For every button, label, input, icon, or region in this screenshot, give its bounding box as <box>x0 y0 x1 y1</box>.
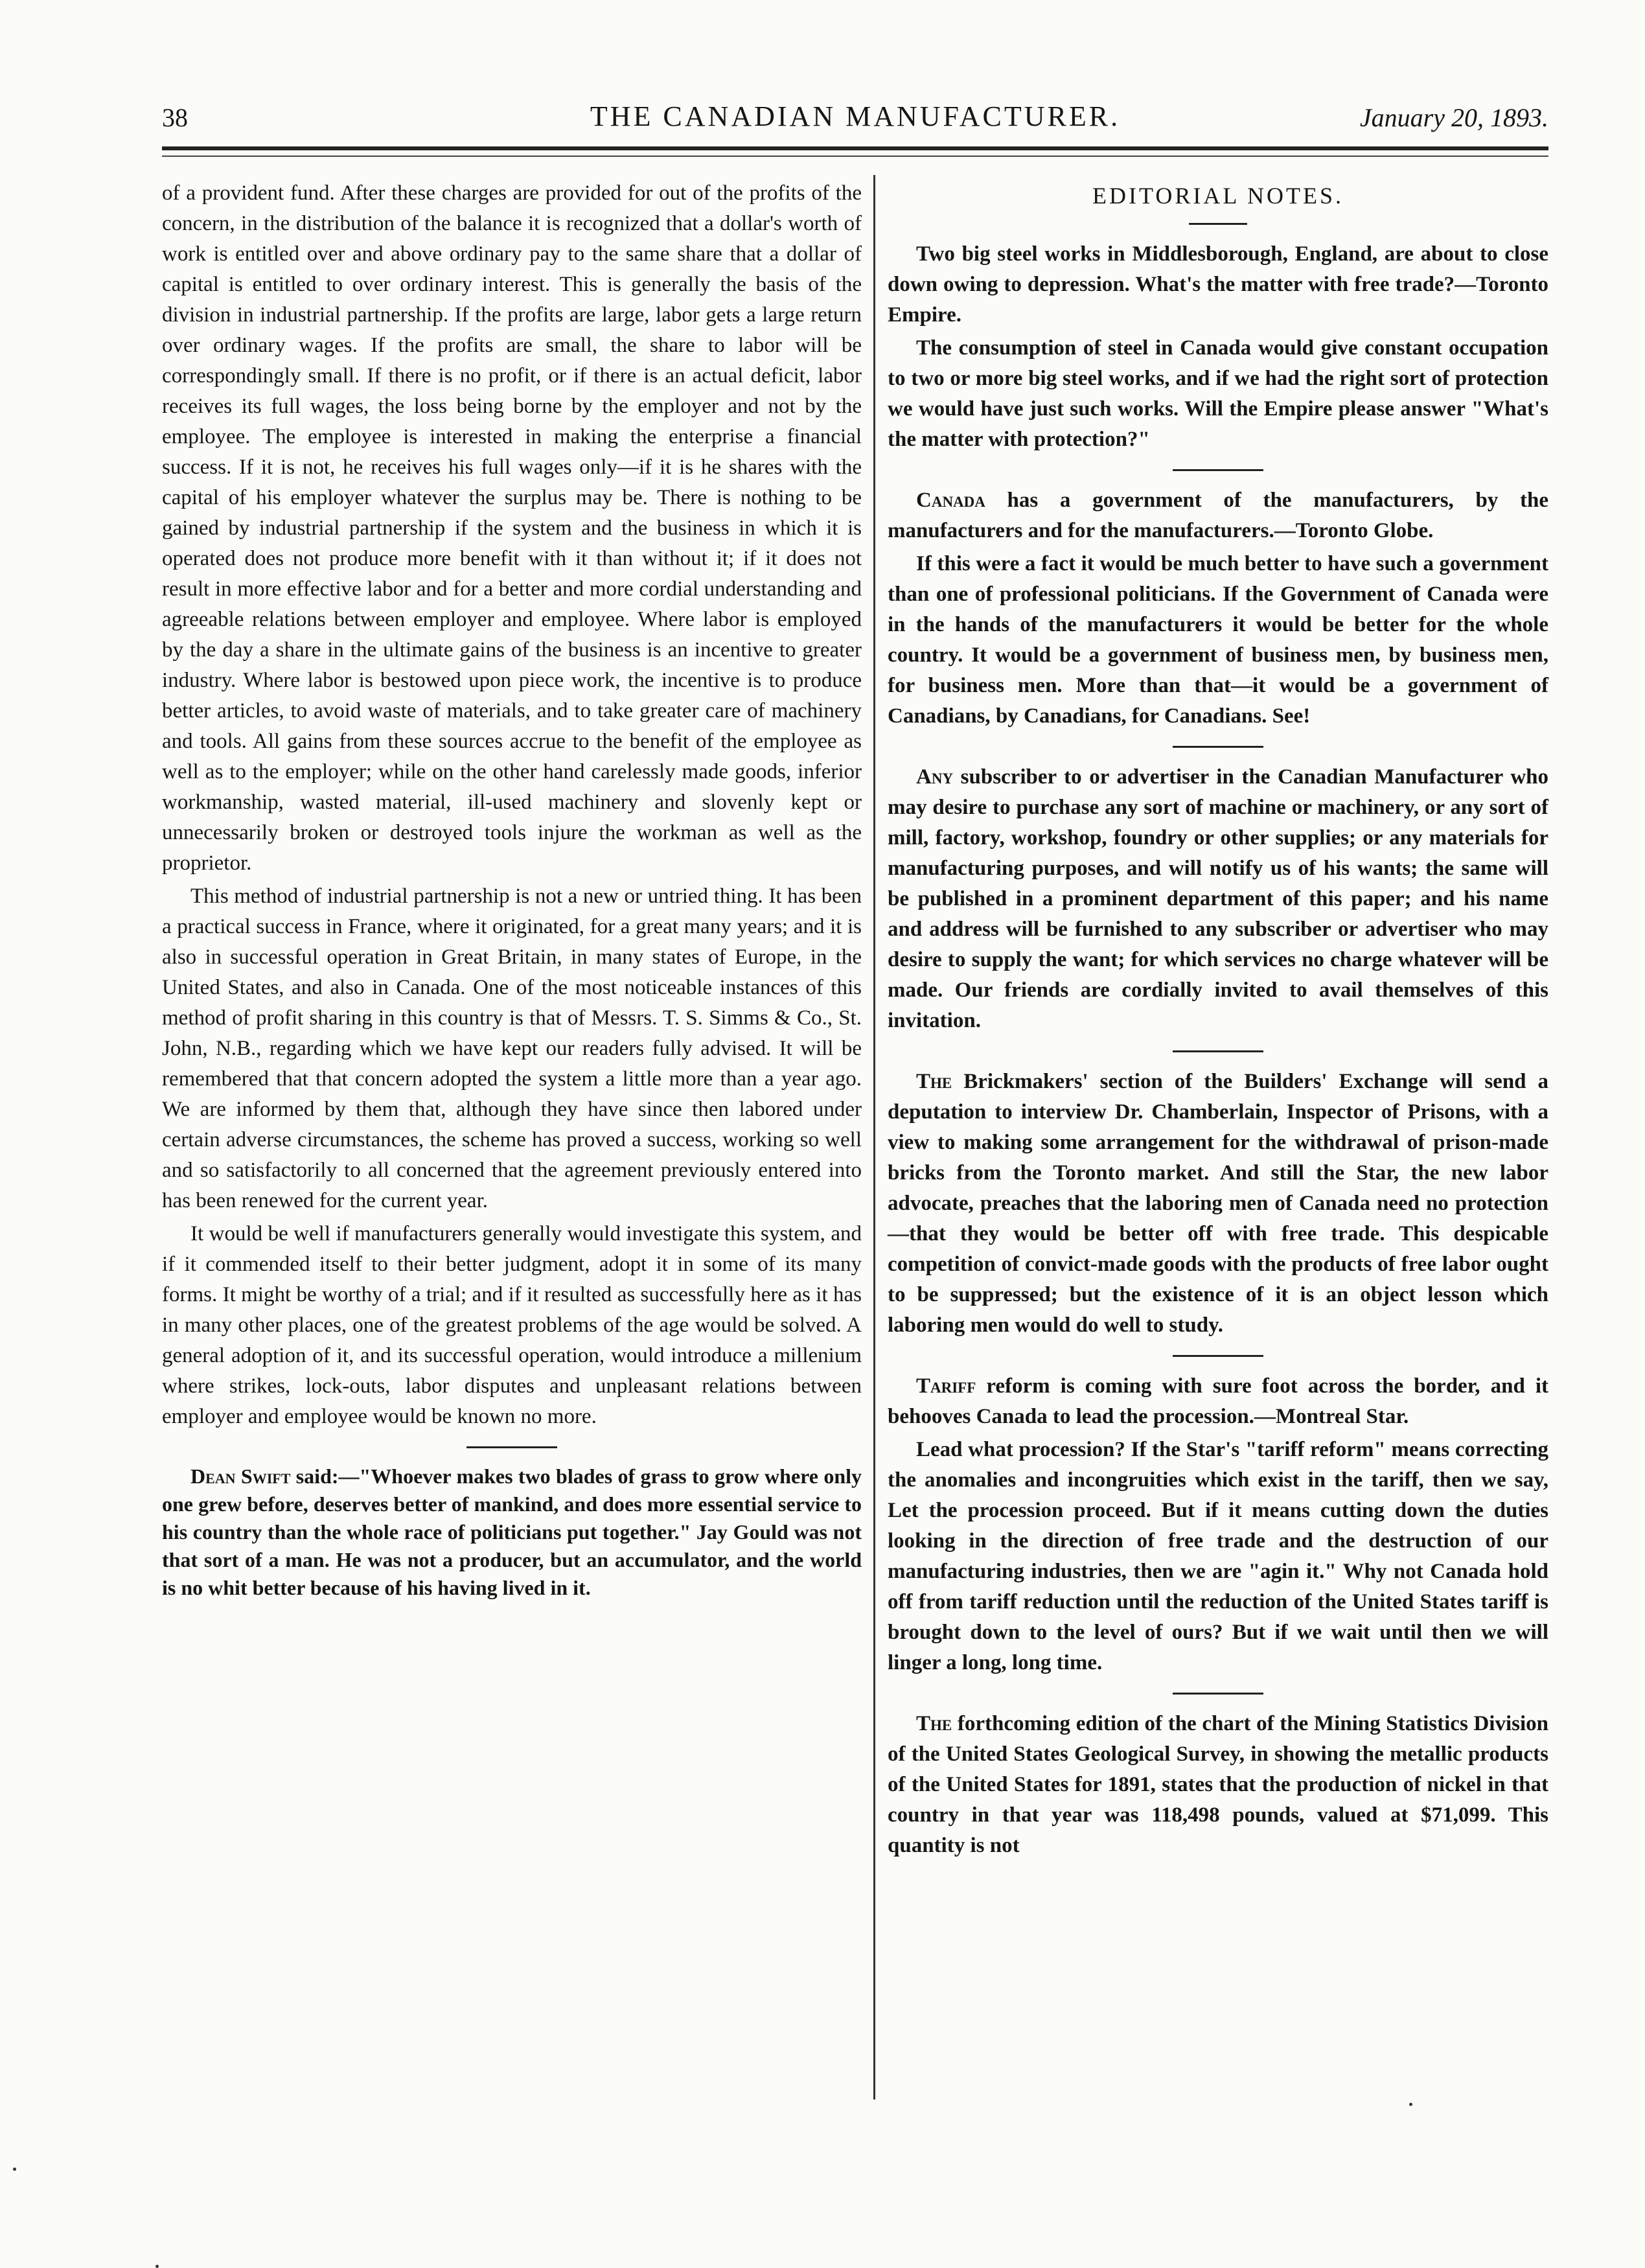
section-separator <box>1173 469 1263 471</box>
note-lead: Canada <box>916 489 985 512</box>
note-lead: The <box>916 1712 952 1735</box>
left-column <box>162 178 862 1604</box>
scan-speck <box>1409 2103 1412 2106</box>
note-text: said:—"Whoever makes two blades of grass to grow where only one grew before, deserves better of mankind, and does more essential service to his country than the whole race of politicians put together." Jay Gould was not that sort of a man. He was not a producer, but an accumulator, and the world is no whit better because of his having lived in it. <box>162 1464 862 1599</box>
editorial-note: Lead what procession? If the Star's "tariff reform" means correcting the anomalies and incongruities which exist in the tariff, then we say, Let the procession proceed. But if it means cutting down the duties looking in the direction of free trade and the destruction of our manufacturing industries, then we are "agin it." Why not Canada hold off from tariff reduction until the reduction of the United States tariff is brought down to the level of ours? But if we wait until then we will linger a long, long time. <box>888 1438 1548 1674</box>
section-separator <box>466 1446 557 1448</box>
editorial-note: The consumption of steel in Canada would give constant occupation to two or more big steel works, and if we had the right sort of protection we would have just such works. Will the Empire please answer "What's the matter with protection?" <box>888 336 1548 451</box>
scan-speck <box>13 2168 16 2171</box>
section-separator <box>1173 1050 1263 1052</box>
header-rule-thin <box>162 156 1548 157</box>
issue-date: January 20, 1893. <box>1359 103 1548 132</box>
dean-swift-note <box>162 1463 862 1602</box>
editorial-note: Brickmakers' section of the Builders' Exchange will send a deputation to interview Dr. Chamberlain, Inspector of Prisons, with a view to making some arrangement for the withdrawal of prison-made bricks from the Toronto market. And still the Star, the new labor advocate, preaches that the laboring men of Canada need no protection—that they would be better off with free trade. This despicable competition of convict-made goods with the products of free labor ought to be suppressed; but the existence of it is an object lesson which laboring men would do well to study. <box>888 1070 1548 1337</box>
note-lead: Tariff <box>916 1374 976 1398</box>
column-divider <box>873 175 875 2100</box>
editorial-note: Two big steel works in Middlesborough, England, are about to close down owing to depression. What's the matter with free trade?—Toronto Empire. <box>888 242 1548 327</box>
page-header <box>162 96 1548 148</box>
section-separator <box>1173 746 1263 748</box>
note-lead: Any <box>916 765 954 789</box>
editorial-note: subscriber to or advertiser in the Canadian Manufacturer who may desire to purchase any sort of machine or machinery, or any sort of mill, factory, workshop, foundry or other supplies; or any materials for manufacturing purposes, and will notify us of his wants; the same will be published in a prominent department of this paper; and his name and address will be furnished to any subscriber or advertiser who may desire to supply the want; for which services no charge whatever will be made. Our friends are cordially invited to avail themselves of this invitation. <box>888 765 1548 1032</box>
section-separator <box>1189 223 1247 225</box>
note-lead: The <box>916 1070 952 1093</box>
editorial-note: forthcoming edition of the chart of the Mining Statistics Division of the United States Geological Survey, in showing the metallic products of the United States for 1891, states that the production of nickel in that country in that year was 118,498 pounds, valued at $71,099. This quantity is not <box>888 1712 1548 1857</box>
editorial-note: If this were a fact it would be much better to have such a government than one of professional politicians. If the Government of Canada were in the hands of the manufacturers it would be better for the whole country. It would be a government of business men, by business men, for business men. More than that—it would be a government of Canadians, by Canadians, for Canadians. See! <box>888 552 1548 728</box>
section-separator <box>1173 1355 1263 1357</box>
publication-title: THE CANADIAN MANUFACTURER. <box>590 100 1121 132</box>
section-separator <box>1173 1693 1263 1695</box>
editorial-heading: EDITORIAL NOTES. <box>1092 183 1344 209</box>
note-lead: Dean Swift <box>190 1464 291 1488</box>
editorial-note: has a government of the manufacturers, by the manufacturers and for the manufacturers.—Toronto Globe. <box>888 489 1548 542</box>
editorial-note: reform is coming with sure foot across the border, and it behooves Canada to lead the procession.—Montreal Star. <box>888 1374 1548 1428</box>
article-paragraph: This method of industrial partnership is not a new or untried thing. It has been a practical success in France, where it originated, for a great many years; and it is also in successful operation in Great Britain, in many states of Europe, in the United States, and also in Canada. One of the most noticeable instances of this method of profit sharing in this country is that of Messrs. T. S. Simms & Co., St. John, N.B., regarding which we have kept our readers fully advised. It will be remembered that that concern adopted the system a little more than a year ago. We are informed by them that, although they have since then labored under certain adverse circumstances, the scheme has proved a success, working so well and so satisfactorily to all concerned that the agreement previously entered into has been renewed for the current year. <box>162 885 862 1212</box>
page-number: 38 <box>162 103 188 132</box>
article-paragraph: It would be well if manufacturers generally would investigate this system, and if it commended itself to their better judgment, adopt it in some of its many forms. It might be worthy of a trial; and if it resulted as successfully here as it has in many other places, one of the greatest problems of the age would be solved. A general adoption of it, and its successful operation, would introduce a millenium where strikes, lock-outs, labor disputes and unpleasant relations between employer and employee would be known no more. <box>162 1222 862 1428</box>
header-rule-thick <box>162 146 1548 150</box>
right-column <box>888 178 1548 1864</box>
article-paragraph: of a provident fund. After these charges are provided for out of the profits of the concern, in the distribution of the balance it is recognized that a dollar's worth of work is entitled over and above ordinary pay to the same share that a dollar of capital is entitled to over ordinary interest. This is generally the basis of the division in industrial partnership. If the profits are large, labor gets a large return over ordinary wages. If the profits are small, the share to labor will be correspondingly small. If there is no profit, or if there is an actual deficit, labor receives its full wages, the loss being borne by the employer and not by the employee. The employee is interested in making the enterprise a financial success. If it is not, he receives his full wages only—if it is he shares with the capital of his employer whatever the surplus may be. There is nothing to be gained by industrial partnership if the system and the business in which it is operated does not produce more benefit with it than without it; if it does not result in more effective labor and for a better and more cordial understanding and agreeable relations between employer and employee. Where labor is employed by the day a share in the ultimate gains of the business is an incentive to greater industry. Where labor is bestowed upon piece work, the incentive is to produce better articles, to avoid waste of materials, and to take greater care of machinery and tools. All gains from these sources accrue to the benefit of the employee as well as to the employer; while on the other hand carelessly made goods, inferior workmanship, wasted material, ill-used machinery and slovenly kept or unnecessarily broken or destroyed tools injure the workman as well as the proprietor. <box>162 181 862 875</box>
